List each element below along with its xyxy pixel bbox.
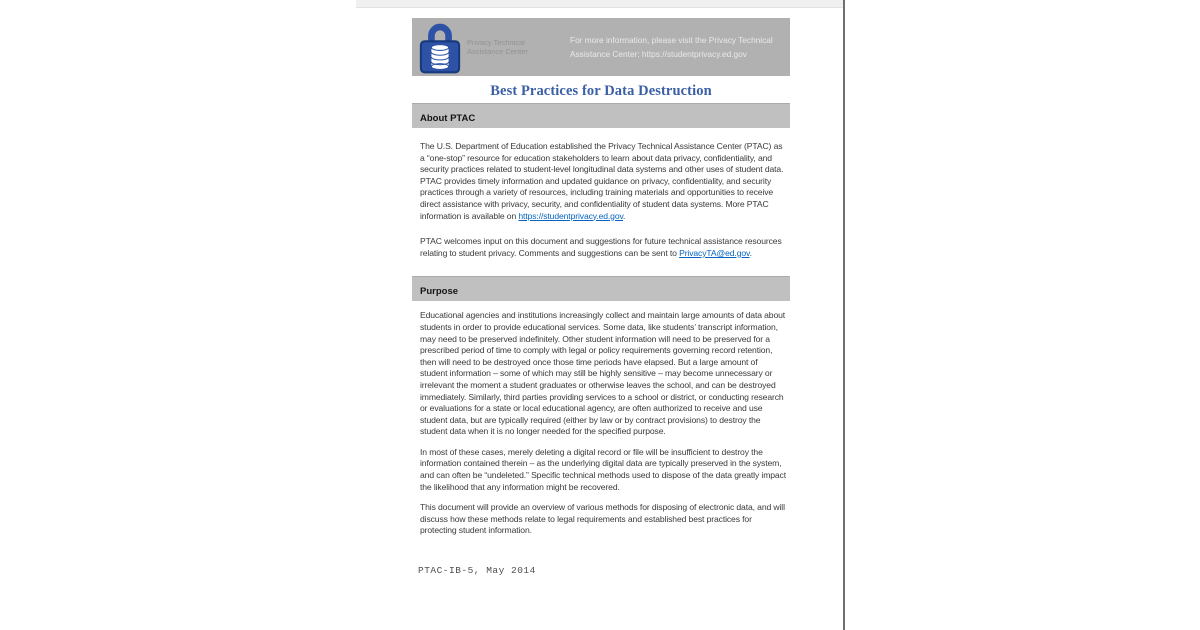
section-header-about-ptac: [412, 103, 790, 128]
about-paragraph-2: [420, 236, 786, 259]
logo-wordmark-line1: Privacy Technical: [467, 37, 525, 47]
section-header-purpose-label: Purpose: [420, 286, 459, 298]
banner-info-line1: For more information, please visit the Privacy Technical: [570, 35, 773, 45]
about-paragraph-1: [420, 141, 786, 222]
studentprivacy-link[interactable]: https://studentprivacy.ed.gov: [518, 210, 624, 221]
about-paragraph-2-period: .: [749, 247, 752, 258]
section-header-about-label: About PTAC: [420, 113, 476, 124]
privacyta-email-link[interactable]: PrivacyTA@ed.gov: [679, 247, 750, 258]
banner-info-text: [570, 33, 782, 61]
purpose-paragraph-3: This document will provide an overview of various methods for disposing of electronic data, and will discuss how these methods relate to legal requirements and established best practices for protecting student information.: [420, 502, 785, 536]
document-id-footer: PTAC-IB-5, May 2014: [418, 565, 536, 577]
purpose-paragraph-2: In most of these cases, merely deleting a digital record or file will be insufficient to destroy the information contained therein – as the underlying digital data are typically preserved in the system, and can often be “undeleted.” Specific technical methods used to dispose of the data greatly impact the likelihood that any information might be recovered.: [420, 446, 787, 492]
purpose-paragraph-1: Educational agencies and institutions increasingly collect and maintain large amounts of data about students in order to provide educational services. Some data, like students’ transcript information, may need to be preserved indefinitely. Other student information will need to be preserved for a prescribed period of time to comply with legal or policy requirements governing record retention, then will need to be destroyed once those time periods have elapsed. But a large amount of student information – some of which may still be highly sensitive – may become unnecessary or irrelevant the moment a student graduates or otherwise leaves the school, and can be destroyed immediately. Similarly, third parties providing services to a school or district, or conducting research or evaluations for a state or local educational agency, are often authorized to receive and use student data, but are typically required (either by law or by contract provisions) to destroy the student data when it is no longer needed for the specified purpose.: [420, 310, 786, 437]
pdf-page: [356, 8, 843, 630]
header-banner: [412, 18, 790, 76]
page-title: Best Practices for Data Destruction: [490, 83, 712, 99]
logo-wordmark-line2: Assistance Center: [467, 47, 528, 56]
banner-info-line2: Assistance Center: https://studentprivacy.ed.gov: [570, 49, 747, 59]
about-paragraph-1-text: The U.S. Department of Education established the Privacy Technical Assistance Center (PTAC) as a “one-stop” resource for education stakeholders to learn about data privacy, confidentiality, and security practices related to student-level longitudinal data systems and other uses of student data. PTAC provides timely information and updated guidance on privacy, confidentiality, and security practices through a variety of resources, including training materials and opportunities to receive direct assistance with privacy, security, and confidentiality of student data systems. More PTAC information is available on: [420, 141, 784, 221]
logo-wordmark: [467, 38, 528, 57]
section-header-purpose: [412, 276, 790, 301]
viewer-top-strip: [356, 0, 844, 8]
padlock-database-icon: [419, 21, 461, 74]
about-paragraph-1-period: .: [623, 210, 626, 221]
about-paragraph-2-text: PTAC welcomes input on this document and suggestions for future technical assistance resources relating to student privacy. Comments and suggestions can be sent to: [420, 236, 782, 258]
page-edge-line: [843, 0, 845, 630]
